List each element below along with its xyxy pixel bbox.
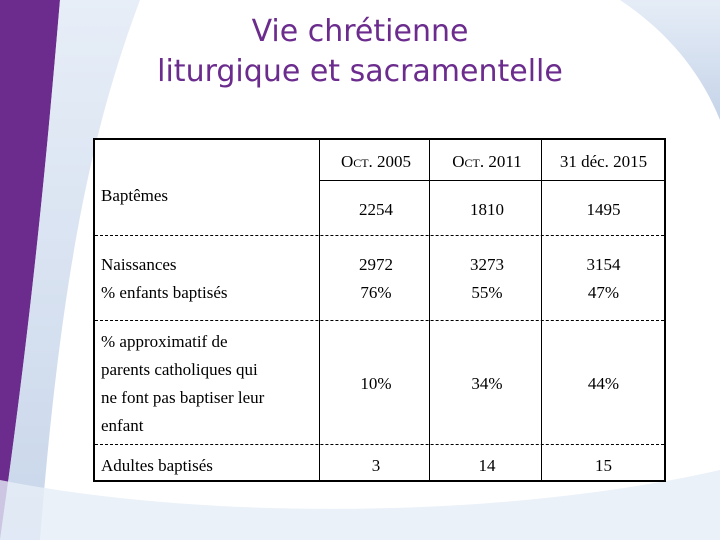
statistics-table <box>93 138 666 482</box>
row-divider <box>95 320 664 321</box>
label-line: % approximatif de <box>101 332 228 351</box>
header-oct-2011: Oct. 2011 <box>452 152 522 171</box>
title-line-2: liturgique et sacramentelle <box>157 54 563 89</box>
table-cell: 10% <box>360 374 392 393</box>
table-col-divider <box>319 140 320 480</box>
row-label-adultes-baptises: Adultes baptisés <box>101 456 213 475</box>
header-dec-2015: 31 déc. 2015 <box>559 152 648 171</box>
slide-title <box>0 12 720 92</box>
table-cell: 1810 <box>470 200 504 219</box>
table-cell: 3 <box>371 456 381 475</box>
row-divider <box>95 444 664 445</box>
row-label-naissances <box>101 251 228 307</box>
value-line: 76% <box>360 283 392 302</box>
header-divider <box>319 180 664 181</box>
row-divider <box>95 235 664 236</box>
row-label-baptemes: Baptêmes <box>101 186 169 205</box>
table-cell: 44% <box>587 374 620 393</box>
header-oct-2005: Oct. 2005 <box>340 152 412 171</box>
table-cell <box>321 251 431 307</box>
table-cell: 14 <box>478 456 496 475</box>
value-line: 2972 <box>359 255 393 274</box>
table-cell: 15 <box>595 456 612 475</box>
label-line: % enfants baptisés <box>101 283 228 302</box>
table-cell <box>543 251 664 307</box>
table-col-divider <box>429 140 430 480</box>
value-line: 47% <box>587 283 620 302</box>
label-line: ne font pas baptiser leur <box>101 388 265 407</box>
value-line: 55% <box>471 283 503 302</box>
table-cell: 2254 <box>359 200 393 219</box>
table-cell: 1495 <box>586 200 621 219</box>
label-line: parents catholiques qui <box>101 360 258 379</box>
table-cell <box>431 251 543 307</box>
table-cell: 34% <box>471 374 503 393</box>
row-label-parents-non-baptisant <box>101 328 264 440</box>
table-col-divider <box>541 140 542 480</box>
label-line: enfant <box>101 416 144 435</box>
title-line-1: Vie chrétienne <box>251 14 469 49</box>
value-line: 3273 <box>470 255 504 274</box>
value-line: 3154 <box>586 255 621 274</box>
label-line: Naissances <box>101 255 177 274</box>
